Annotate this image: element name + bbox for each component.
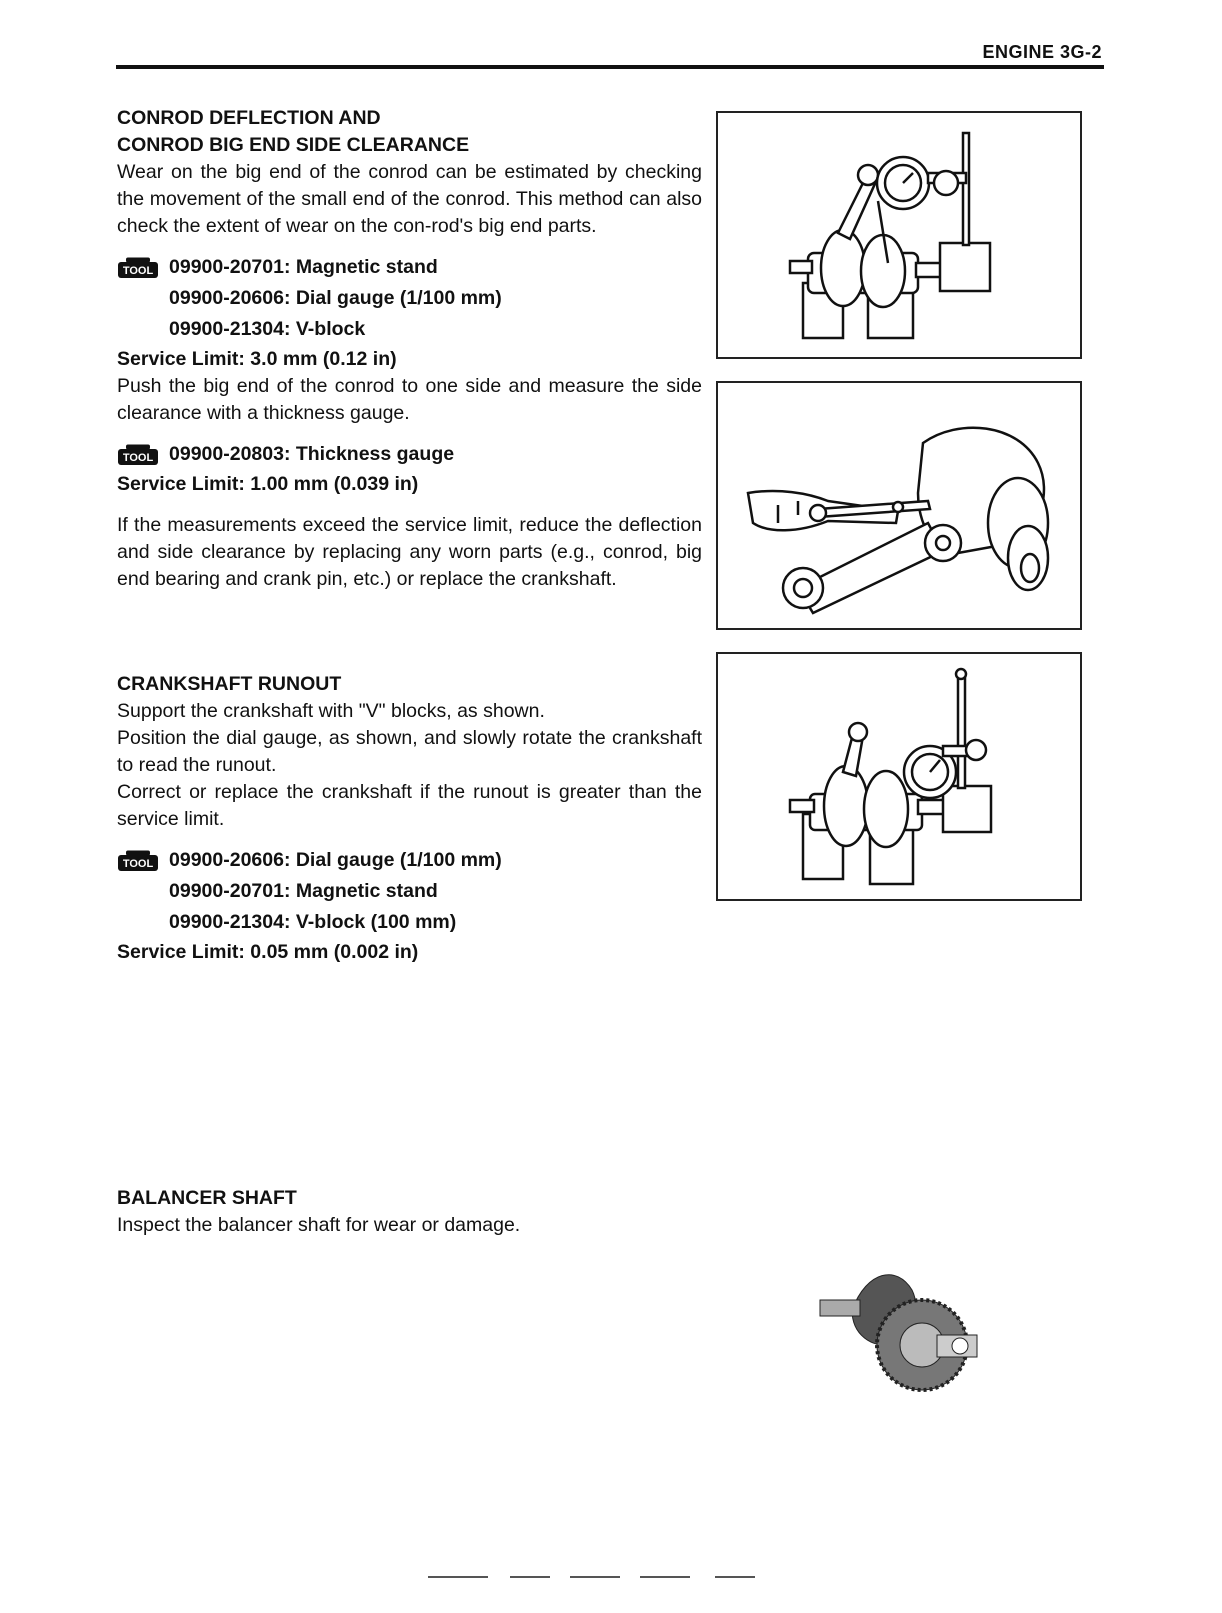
tool-label: 09900-21304: V-block (100 mm) (169, 911, 457, 933)
header-title: ENGINE 3G-2 (982, 42, 1102, 62)
service-limit: Service Limit: 1.00 mm (0.039 in) (117, 473, 419, 495)
paragraph: Wear on the big end of the conrod can be estimated by checking the movement of the small end of the conrod. This method can also check the extent of wear on the con-rod's big end parts. (117, 161, 702, 237)
footer-rule (715, 1576, 755, 1578)
tool-item (117, 876, 702, 907)
figure-crankshaft-runout (716, 652, 1082, 901)
tool-item (117, 439, 702, 470)
tool-item (117, 907, 702, 938)
tool-label: 09900-20803: Thickness gauge (169, 443, 455, 465)
section-heading: BALANCER SHAFT (117, 1187, 297, 1209)
tool-item (117, 283, 702, 314)
tool-item (117, 252, 702, 283)
paragraph: Support the crankshaft with "V" blocks, as shown. (117, 700, 545, 722)
header-rule (116, 65, 1104, 69)
tool-list (117, 252, 702, 345)
illustration-thickness-gauge (718, 383, 1080, 628)
section-balancer-shaft (117, 1185, 702, 1239)
paragraph: Inspect the balancer shaft for wear or damage. (117, 1214, 521, 1236)
section-heading: CONROD BIG END SIDE CLEARANCE (117, 134, 470, 156)
tool-label: 09900-20606: Dial gauge (1/100 mm) (169, 287, 502, 309)
tool-icon-label: TOOL (122, 451, 154, 464)
paragraph: Position the dial gauge, as shown, and slowly rotate the crankshaft to read the runout. (117, 727, 702, 776)
service-limit: Service Limit: 0.05 mm (0.002 in) (117, 941, 419, 963)
paragraph: If the measurements exceed the service limit, reduce the deflection and side clearance by replacing any worn parts (e.g., conrod, big end bearing and crank pin, etc.) or replace the crankshaft. (117, 514, 702, 590)
tool-item (117, 845, 702, 876)
paragraph: Push the big end of the conrod to one side and measure the side clearance with a thickness gauge. (117, 375, 702, 424)
footer-rule (640, 1576, 690, 1578)
section-heading: CRANKSHAFT RUNOUT (117, 673, 342, 695)
tool-list (117, 439, 702, 470)
paragraph: Correct or replace the crankshaft if the runout is greater than the service limit. (117, 781, 702, 830)
service-limit: Service Limit: 3.0 mm (0.12 in) (117, 348, 397, 370)
tool-icon-label: TOOL (122, 264, 154, 277)
tool-label: 09900-20701: Magnetic stand (169, 880, 438, 902)
section-heading: CONROD DEFLECTION AND (117, 107, 381, 129)
tool-icon (117, 257, 159, 279)
illustration-runout-setup (718, 654, 1080, 899)
figure-conrod-deflection (716, 111, 1082, 359)
section-crankshaft-runout (117, 671, 702, 966)
illustration-dial-gauge-setup (718, 113, 1080, 357)
tool-icon-label: TOOL (122, 857, 154, 870)
tool-item (117, 314, 702, 345)
tool-label: 09900-20701: Magnetic stand (169, 256, 438, 278)
page-header (116, 40, 1104, 70)
section-conrod-deflection (117, 105, 702, 593)
tool-label: 09900-20606: Dial gauge (1/100 mm) (169, 849, 502, 871)
tool-icon (117, 850, 159, 872)
footer-rule (570, 1576, 620, 1578)
footer-rule (510, 1576, 550, 1578)
figure-thickness-gauge (716, 381, 1082, 630)
illustration-balancer-shaft (812, 1250, 984, 1410)
footer-rule (428, 1576, 488, 1578)
tool-icon (117, 444, 159, 466)
tool-list (117, 845, 702, 938)
tool-label: 09900-21304: V-block (169, 318, 366, 340)
